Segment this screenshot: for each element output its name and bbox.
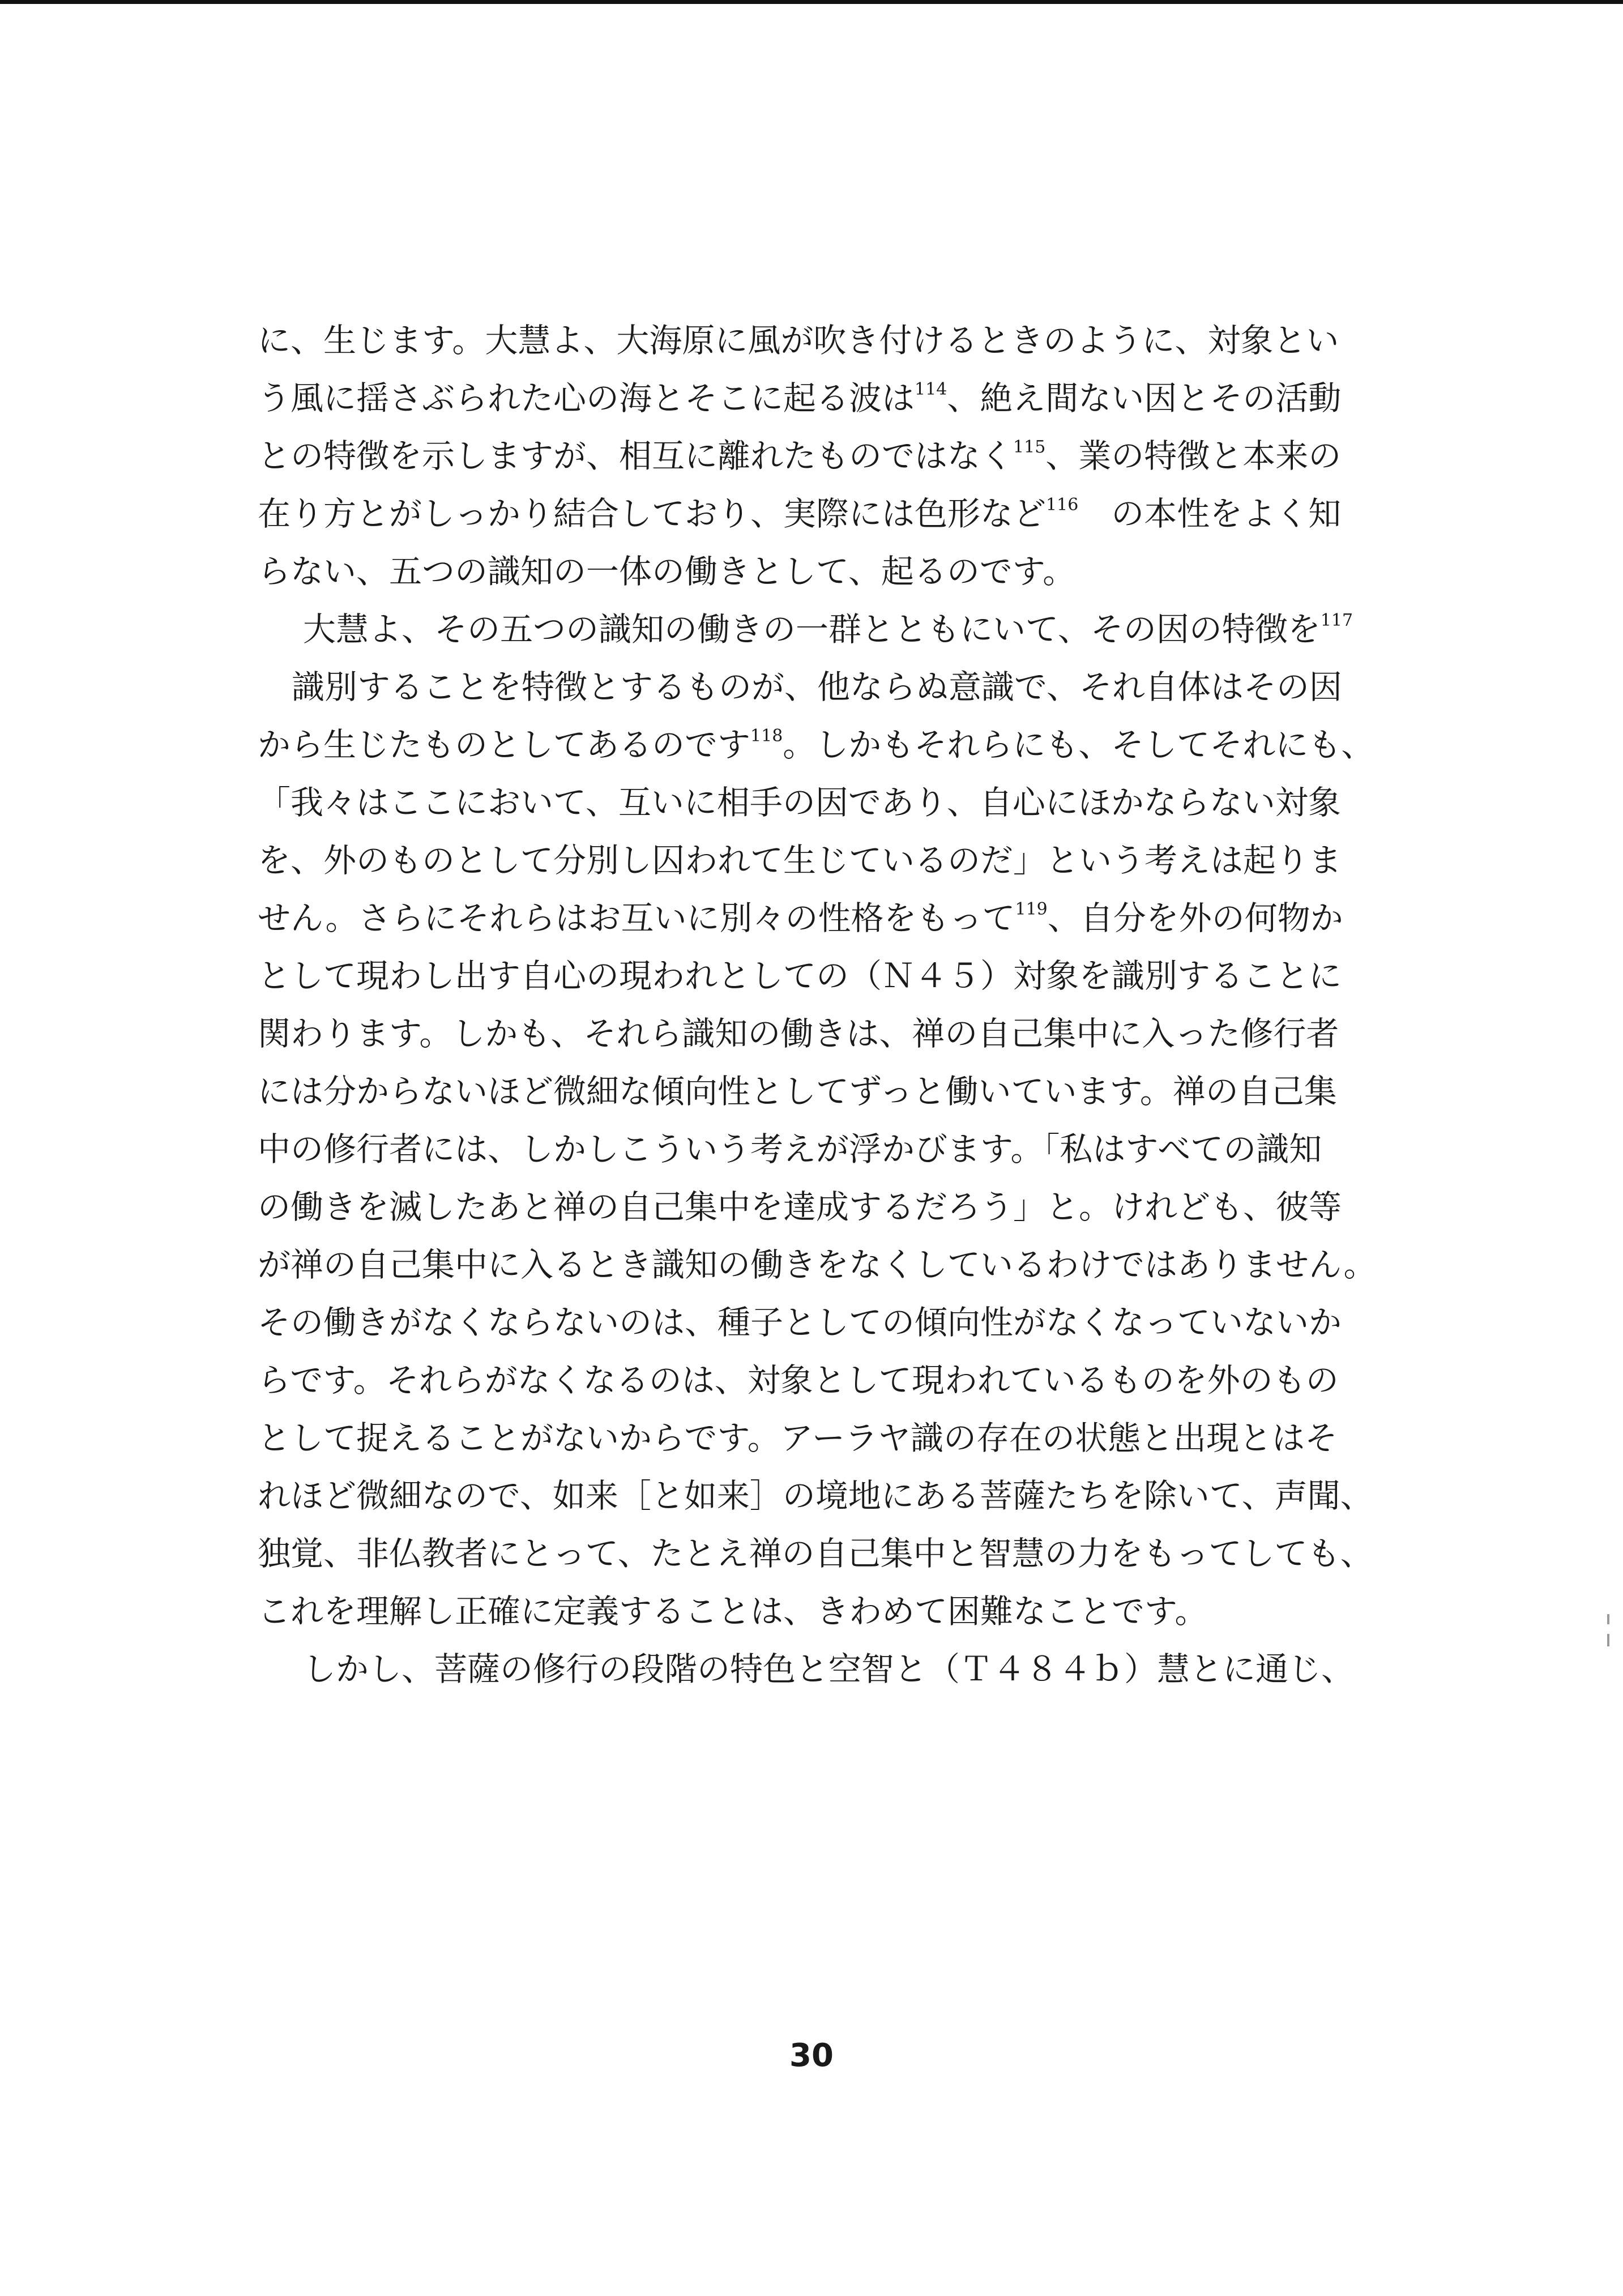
text-line: 識別することを特徴とするものが、他ならぬ意識で、それ自体はその因 [292,668,1342,706]
text-line: 在り方とがしっかり結合しており、実際には色形など$^{116}$ の本性をよく知 [258,494,1342,533]
text-line: が禅の自己集中に入るとき識知の働きをなくしているわけではありません。 [258,1245,1377,1284]
text-line: として現わし出す自心の現われとしての（Ｎ４５）対象を識別することに [258,957,1342,995]
text-line: その働きがなくならないのは、種子としての傾向性がなくなっていないか [258,1303,1342,1342]
text-line: しかし、菩薩の修行の段階の特色と空智と（Ｔ４８４ｂ）慧とに通じ、 [303,1650,1355,1688]
text-line: 中の修行者には、しかしこういう考えが浮かびます。「私はすべての識知 [258,1130,1322,1168]
footnote-marker: 118 [750,726,783,746]
text-line: 関わります。しかも、それら識知の働きは、禅の自己集中に入った修行者 [258,1014,1339,1053]
footnote-marker: 114 [915,379,947,399]
text-line: として捉えることがないからです。アーラヤ識の存在の状態と出現とはそ [258,1419,1338,1457]
text-line: う風に揺さぶられた心の海とそこに起る波は$^{114}$、絶え間ない因とその活動 [258,379,1342,417]
text-line: に、生じます。大慧よ、大海原に風が吹き付けるときのように、対象とい [258,321,1339,360]
text-line: を、外のものとして分別し囚われて生じているのだ」という考えは起りま [258,841,1342,880]
text-line: これを理解し正確に定義することは、きわめて困難なことです。 [258,1592,1208,1631]
text-line: らない、五つの識知の一体の働きとして、起るのです。 [258,552,1076,591]
text-line: れほど微細なので、如来［と如来］の境地にある菩薩たちを除いて、声聞、 [258,1476,1373,1515]
text-line: 大慧よ、その五つの識知の働きの一群とともにいて、その因の特徴を$^{117}$ [303,610,1353,648]
top-edge-rule [0,0,1623,4]
footnote-marker: 119 [1015,899,1048,919]
text-line: から生じたものとしてあるのです$^{118}$。しかもそれらにも、そしてそれにも、 [258,725,1374,764]
text-line: の働きを滅したあと禅の自己集中を達成するだろう」と。けれども、彼等 [258,1188,1342,1226]
footnote-marker: 115 [1013,437,1046,457]
text-line: せん。さらにそれらはお互いに別々の性格をもって$^{119}$、自分を外の何物か [258,899,1343,937]
text-line: との特徴を示しますが、相互に離れたものではなく$^{115}$、業の特徴と本来の [258,437,1342,475]
body-text [258,311,1377,1698]
text-line: には分からないほど微細な傾向性としてずっと働いています。禅の自己集 [258,1072,1337,1111]
text-line: 独覚、非仏教者にとって、たとえ禅の自己集中と智慧の力をもってしても、 [258,1534,1373,1573]
footnote-marker: 116 [1046,495,1079,515]
text-line: らです。それらがなくなるのは、対象として現われているものを外のもの [258,1361,1339,1399]
margin-tick [1607,1614,1609,1624]
footnote-marker: 117 [1320,611,1353,630]
text-line: 「我々はここにおいて、互いに相手の因であり、自心にほかならない対象 [258,783,1341,822]
page-number: 30 [789,2037,834,2074]
margin-tick [1607,1634,1609,1646]
